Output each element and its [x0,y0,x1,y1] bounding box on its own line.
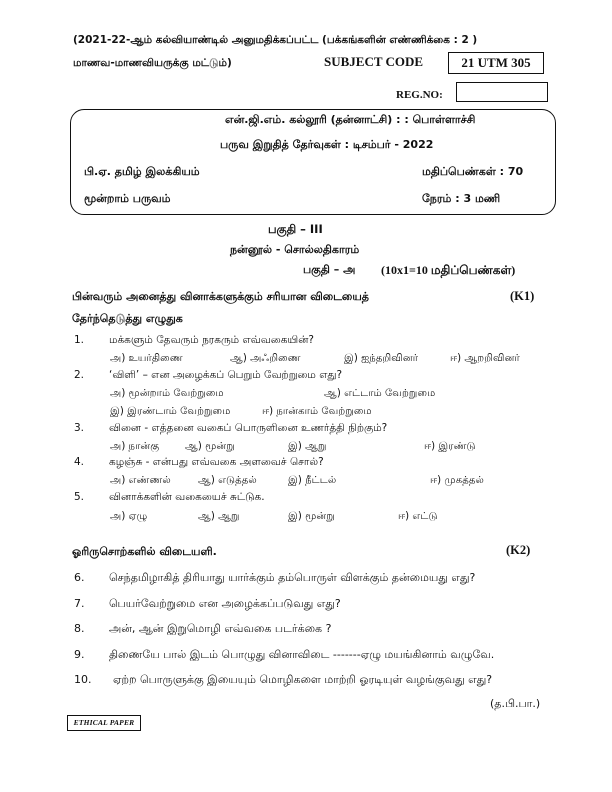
subject-code-value: 21 UTM 305 [461,55,531,70]
option-a: அ) எண்ணல் [110,475,171,486]
college-name: என்.ஜி.எம். கல்லூரி (தன்னாட்சி) : : பொள்ளாச்சி [225,113,476,126]
question-text: திணையே பால் இடம் பொழுது வினாவிடை -------ஏழு மயங்கினாம் வழுவே. [109,648,495,661]
question-text: வினை - எத்தனை வகைப் பொருளினை உணர்த்தி நிற்கும்? [109,422,388,434]
option-b: ஆ) மூன்று [185,441,235,452]
option-d: ஈ) இரண்டு [424,441,476,452]
option-a: அ) மூன்றாம் வேற்றுமை [110,388,224,399]
question-number: 4. [74,456,85,468]
question-number: 2. [74,369,85,381]
reg-no-field[interactable] [456,82,548,102]
option-b: ஆ) எடுத்தல் [198,475,257,486]
option-b: ஆ) ஆறு [198,511,240,522]
section-b-level: (K2) [506,543,531,557]
option-d: ஈ) முகத்தல் [430,475,484,486]
question-number: 5. [74,491,85,503]
source-citation: (த.பி.பா.) [490,697,541,710]
section-a-title: பகுதி – அ [303,263,356,276]
ethical-paper-label: ETHICAL PAPER [73,718,135,727]
option-d: ஈ) எட்டு [398,511,438,522]
section-b-instruction: ஓரிருசொற்களில் விடையளி. [72,545,217,558]
question-text: வினாக்களின் வகையைச் சுட்டுக. [109,491,265,503]
semester: மூன்றாம் பருவம் [84,192,171,205]
part-subject: நன்னூல் - சொல்லதிகாரம் [230,243,360,256]
option-a: அ) ஏழு [110,511,148,522]
reg-no-label: REG.NO: [396,89,443,101]
section-a-instruction-1: பின்வரும் அனைத்து வினாக்களுக்கும் சரியான விடையைத் [72,290,369,303]
ethical-paper-stamp [67,715,141,731]
max-marks: மதிப்பெண்கள் : 70 [422,165,524,178]
option-c: இ) மூன்று [288,511,335,522]
option-c: இ) ஐந்தறிவினர் [344,353,419,364]
option-c: இ) ஆறு [288,441,327,452]
subject-code-box [448,52,544,74]
option-b: ஆ) எட்டாம் வேற்றுமை [324,388,436,399]
question-number: 1. [74,334,85,346]
question-number: 7. [74,597,85,610]
question-number: 9. [74,648,85,661]
option-b: ஆ) அஃறிணை [230,353,301,364]
section-a-level: (K1) [510,289,535,303]
option-c: இ) இரண்டாம் வேற்றுமை [110,406,231,417]
question-text: மக்களும் தேவரும் நரகரும் எவ்வகையின்? [109,334,314,346]
section-a-instruction-2: தேர்ந்தெடுத்து எழுதுக [72,312,183,325]
top-note-line2: மாணவ-மாணவியருக்கு மட்டும்) [73,57,232,69]
option-c: இ) நீட்டல் [288,475,337,486]
question-text: ஏற்ற பொருளுக்கு இயையும் மொழிகளை மாற்றி ஓரடியுள் வழங்குவது எது? [113,673,493,686]
top-note-line1: (2021-22-ஆம் கல்வியாண்டில் அனுமதிக்கப்பட்ட (பக்கங்களின் எண்ணிக்கை : 2 ) [73,34,478,46]
part-title: பகுதி – III [268,222,323,236]
question-text: ‘விளி’ – என அழைக்கப் பெறும் வேற்றுமை எது? [109,369,343,381]
option-a: அ) நான்கு [110,441,160,452]
question-text: செந்தமிழாகித் திரியாது யார்க்கும் தம்பொருள் விளக்கும் தன்மையது எது? [109,571,476,584]
subject-code-label: SUBJECT CODE [324,54,424,69]
question-text: பெயர்வேற்றுமை என அழைக்கப்படுவது எது? [109,597,341,610]
question-text: அன், ஆன் இறுமொழி எவ்வகை படர்க்கை ? [109,622,332,635]
exam-time: நேரம் : 3 மணி [422,192,501,205]
section-a-marks: (10x1=10 மதிப்பெண்கள்) [381,263,516,277]
option-d: ஈ) நான்காம் வேற்றுமை [262,406,372,417]
question-number: 8. [74,622,85,635]
course-name: பி.ஏ. தமிழ் இலக்கியம் [84,165,200,178]
question-number: 3. [74,422,85,434]
question-text: கழஞ்சு - என்பது எவ்வகை அளவைச் சொல்? [109,456,324,468]
question-number: 10. [74,673,92,686]
question-number: 6. [74,571,85,584]
option-d: ஈ) ஆறறிவினர் [450,353,520,364]
option-a: அ) உயர்திணை [110,353,183,364]
exam-title: பருவ இறுதித் தேர்வுகள் : டிசம்பர் - 2022 [220,138,434,151]
